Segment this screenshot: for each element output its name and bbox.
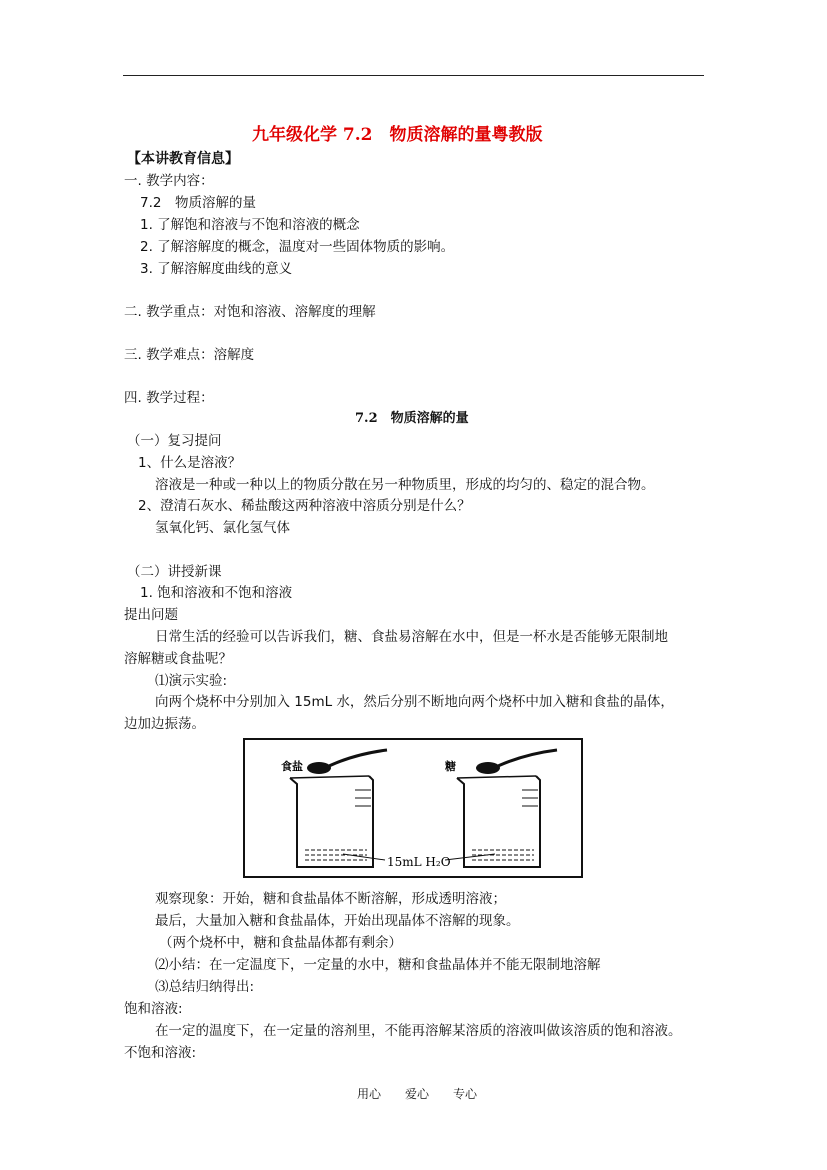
right-spoon bbox=[476, 750, 557, 774]
review-question-1: 1、什么是溶液？ bbox=[138, 455, 242, 471]
demo-line-1: 向两个烧杯中分别加入 15mL 水，然后分别不断地向两个烧杯中加入糖和食盐的晶体， bbox=[155, 694, 674, 710]
observation-line-1: 观察现象：开始，糖和食盐晶体不断溶解，形成透明溶液； bbox=[155, 891, 506, 907]
paragraph-line-1: 日常生活的经验可以告诉我们，糖、食盐易溶解在水中，但是一杯水是否能够无限制地 bbox=[155, 629, 668, 645]
water-volume-label: 15mL H₂O bbox=[387, 855, 451, 869]
beaker-illustration bbox=[245, 740, 581, 876]
new-lesson-heading: （二）讲授新课 bbox=[127, 564, 222, 580]
observation-line-2: 最后，大量加入糖和食盐晶体，开始出现晶体不溶解的现象。 bbox=[155, 913, 520, 929]
unsaturated-term: 不饱和溶液: bbox=[124, 1045, 197, 1061]
section-2-key-points: 二. 教学重点：对饱和溶液、溶解度的理解 bbox=[124, 304, 376, 320]
sugar-label: 糖 bbox=[445, 760, 456, 773]
demo-heading: ⑴演示实验: bbox=[155, 673, 228, 689]
objective-item-3: 3. 了解溶解度曲线的意义 bbox=[140, 261, 293, 277]
left-beaker bbox=[290, 776, 373, 867]
subsection-saturated: 1. 饱和溶液和不饱和溶液 bbox=[140, 585, 293, 601]
conclusion-heading: ⑶总结归纳得出: bbox=[155, 979, 255, 995]
page-footer: 用心 爱心 专心 bbox=[357, 1087, 478, 1101]
summary-line: ⑵小结：在一定温度下，一定量的水中，糖和食盐晶体并不能无限制地溶解 bbox=[155, 957, 601, 973]
saturated-definition: 在一定的温度下，在一定量的溶剂里，不能再溶解某溶质的溶液叫做该溶质的饱和溶液。 bbox=[155, 1023, 682, 1039]
review-heading: （一）复习提问 bbox=[127, 433, 222, 449]
saturated-term: 饱和溶液: bbox=[124, 1001, 183, 1017]
review-answer-2: 氢氧化钙、氯化氢气体 bbox=[155, 520, 290, 536]
beaker-experiment-figure bbox=[243, 738, 583, 878]
section-1-topic: 7.2 物质溶解的量 bbox=[140, 195, 256, 211]
info-heading: 【本讲教育信息】 bbox=[127, 151, 239, 167]
document-title: 九年级化学 7.2 物质溶解的量粤教版 bbox=[252, 125, 543, 145]
paragraph-line-2: 溶解糖或食盐呢？ bbox=[124, 651, 232, 667]
review-answer-1: 溶液是一种或一种以上的物质分散在另一种物质里，形成的均匀的、稳定的混合物。 bbox=[155, 477, 655, 493]
left-pointer-line bbox=[343, 854, 385, 860]
left-spoon bbox=[307, 750, 387, 774]
objective-item-1: 1. 了解饱和溶液与不饱和溶液的概念 bbox=[140, 217, 360, 233]
header-rule bbox=[123, 75, 704, 76]
objective-item-2: 2. 了解溶解度的概念，温度对一些固体物质的影响。 bbox=[140, 239, 455, 255]
demo-line-2: 边加边振荡。 bbox=[124, 716, 205, 732]
section-3-difficulty: 三. 教学难点：溶解度 bbox=[124, 347, 255, 363]
section-4-process: 四. 教学过程： bbox=[124, 390, 214, 406]
review-question-2: 2、澄清石灰水、稀盐酸这两种溶液中溶质分别是什么？ bbox=[138, 498, 471, 514]
lesson-title: 7.2 物质溶解的量 bbox=[355, 411, 469, 426]
section-1-heading: 一. 教学内容： bbox=[124, 173, 214, 189]
raise-question: 提出问题 bbox=[124, 607, 178, 623]
observation-line-3: （两个烧杯中，糖和食盐晶体都有剩余） bbox=[159, 935, 402, 951]
salt-label: 食盐 bbox=[281, 760, 303, 773]
right-beaker bbox=[457, 776, 540, 867]
right-pointer-line bbox=[445, 854, 495, 860]
